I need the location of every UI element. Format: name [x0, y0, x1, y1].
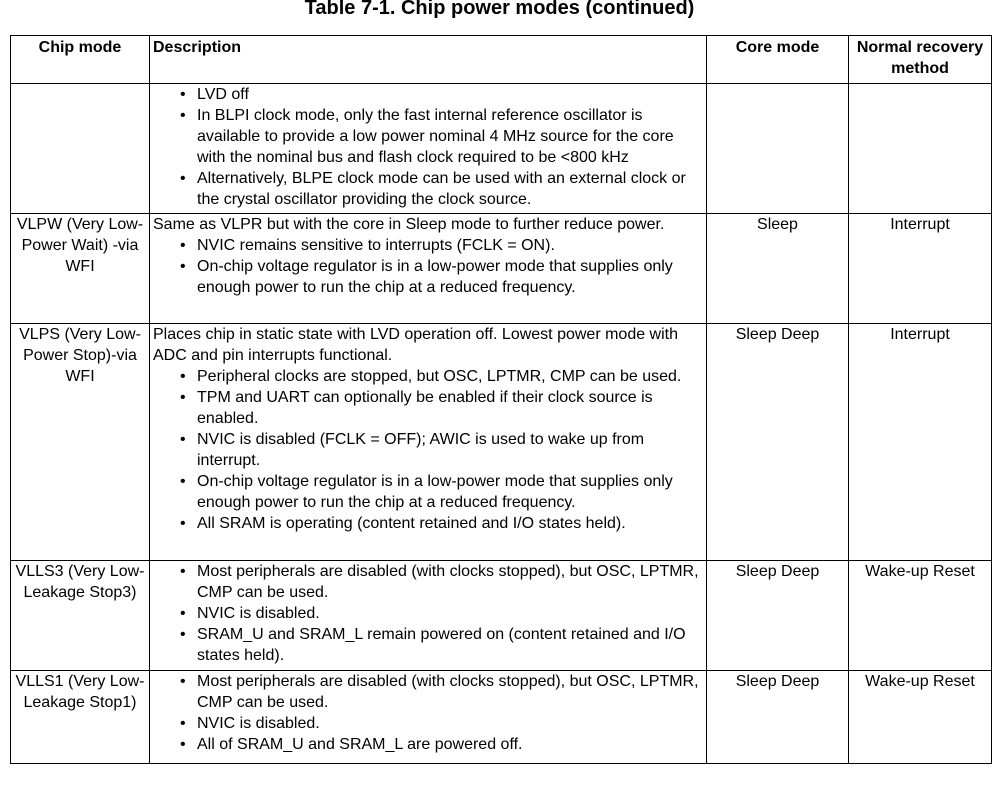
bullet-item: • Alternatively, BLPE clock mode can be used with an external clock or the crystal oscillator providing the clock source.: [197, 168, 703, 210]
bullet-item: • SRAM_U and SRAM_L remain powered on (content retained and I/O states held).: [197, 624, 703, 666]
bullet-item: • All SRAM is operating (content retained and I/O states held).: [197, 513, 703, 534]
description-cell: [150, 561, 707, 671]
recovery-cell: [849, 84, 992, 214]
bullet-item: • All of SRAM_U and SRAM_L are powered off.: [197, 734, 703, 755]
chip-mode-cell: VLLS1 (Very Low-Leakage Stop1): [11, 671, 150, 764]
bullet-item: • NVIC remains sensitive to interrupts (FCLK = ON).: [197, 235, 703, 256]
table-caption: Table 7-1. Chip power modes (continued): [304, 0, 695, 19]
bullet-item: • TPM and UART can optionally be enabled if their clock source is enabled.: [197, 387, 703, 429]
description-cell: [150, 214, 707, 324]
bullet-item: • Peripheral clocks are stopped, but OSC, LPTMR, CMP can be used.: [197, 366, 703, 387]
description-cell: [150, 84, 707, 214]
description-cell: [150, 324, 707, 561]
bullet-item: • On-chip voltage regulator is in a low-power mode that supplies only enough power to run the chip at a reduced frequency.: [197, 471, 703, 513]
recovery-cell: Interrupt: [849, 324, 992, 561]
core-mode-cell: Sleep Deep: [707, 324, 849, 561]
bullet-item: • NVIC is disabled.: [197, 603, 703, 624]
chip-mode-cell: VLLS3 (Very Low-Leakage Stop3): [11, 561, 150, 671]
chip-mode-cell: [11, 84, 150, 214]
table-row: [11, 561, 992, 671]
core-mode-cell: Sleep Deep: [707, 561, 849, 671]
core-mode-cell: [707, 84, 849, 214]
chip-mode-cell: VLPS (Very Low-Power Stop)-via WFI: [11, 324, 150, 561]
recovery-cell: Interrupt: [849, 214, 992, 324]
recovery-cell: Wake-up Reset: [849, 561, 992, 671]
chip-power-modes-table: [10, 35, 992, 764]
table-header-row: [11, 36, 992, 84]
header-chip-mode: Chip mode: [11, 36, 150, 84]
bullet-list: [153, 671, 703, 755]
bullet-item: • NVIC is disabled.: [197, 713, 703, 734]
table-row: [11, 214, 992, 324]
bullet-list: [153, 84, 703, 210]
bullet-item: • NVIC is disabled (FCLK = OFF); AWIC is used to wake up from interrupt.: [197, 429, 703, 471]
recovery-cell: Wake-up Reset: [849, 671, 992, 764]
header-recovery-method: Normal recovery method: [849, 36, 992, 84]
bullet-item: • In BLPI clock mode, only the fast internal reference oscillator is available to provide a low power nominal 4 MHz source for the core with the nominal bus and flash clock required to be <800 kHz: [197, 105, 703, 168]
table-row: [11, 671, 992, 764]
bullet-item: • On-chip voltage regulator is in a low-power mode that supplies only enough power to run the chip at a reduced frequency.: [197, 256, 703, 298]
description-intro: Places chip in static state with LVD operation off. Lowest power mode with ADC and pin interrupts functional.: [153, 326, 679, 364]
bullet-list: [153, 366, 703, 534]
table-row: [11, 324, 992, 561]
bullet-item: • Most peripherals are disabled (with clocks stopped), but OSC, LPTMR, CMP can be used.: [197, 561, 703, 603]
core-mode-cell: Sleep: [707, 214, 849, 324]
table-row: [11, 84, 992, 214]
header-description: Description: [150, 36, 707, 84]
bullet-item: • LVD off: [197, 84, 703, 105]
header-core-mode: Core mode: [707, 36, 849, 84]
description-cell: [150, 671, 707, 764]
chip-mode-cell: VLPW (Very Low-Power Wait) -via WFI: [11, 214, 150, 324]
bullet-list: [153, 561, 703, 666]
description-intro: Same as VLPR but with the core in Sleep mode to further reduce power.: [153, 216, 665, 233]
bullet-list: [153, 235, 703, 298]
bullet-item: • Most peripherals are disabled (with clocks stopped), but OSC, LPTMR, CMP can be used.: [197, 671, 703, 713]
core-mode-cell: Sleep Deep: [707, 671, 849, 764]
